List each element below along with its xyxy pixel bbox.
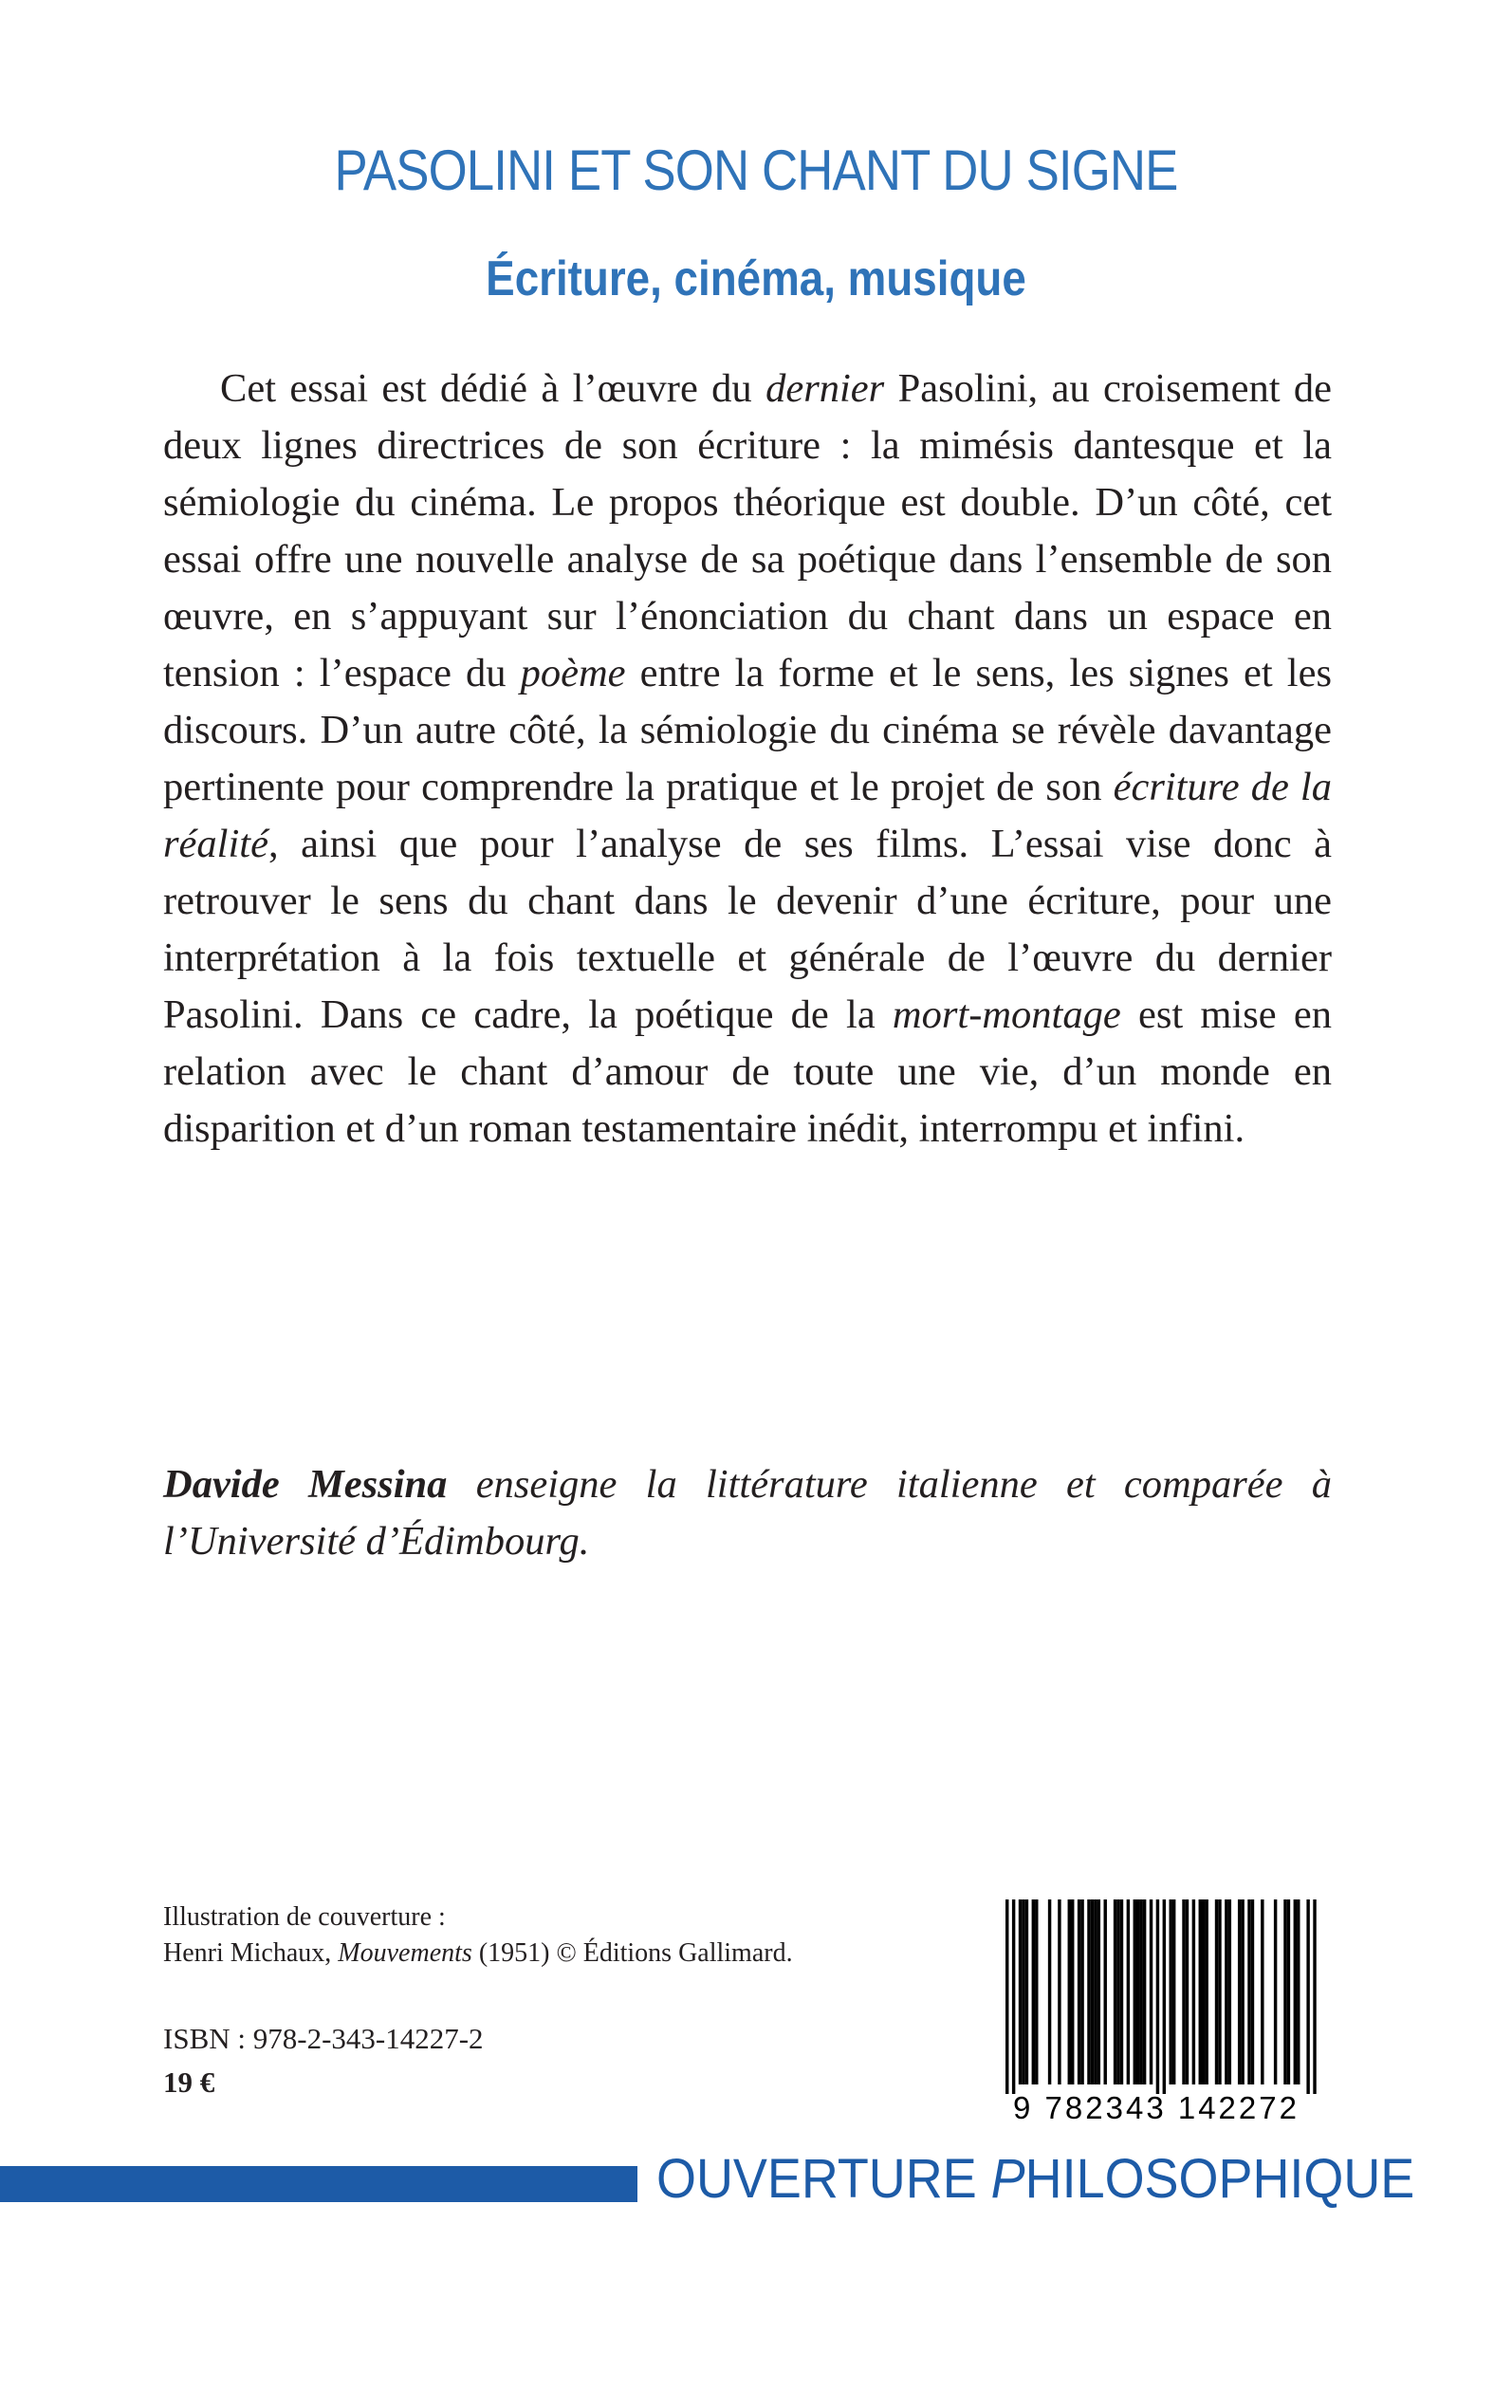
barcode-bar (1186, 1899, 1189, 2084)
barcode-bar (1251, 1899, 1254, 2084)
summary-emphasis-2: poème (520, 651, 626, 695)
barcode-bar (1297, 1899, 1300, 2084)
barcode-bar (1241, 1899, 1244, 2084)
summary-emphasis-4: mort-montage (892, 992, 1121, 1037)
barcode-bar (1150, 1899, 1152, 2084)
collection-name (656, 2148, 1415, 2210)
summary-text-1: Cet essai est dédié à l’œuvre du (220, 366, 766, 411)
collection-rule (0, 2166, 637, 2202)
collection-initial: P (990, 2148, 1025, 2210)
barcode-bar (1238, 1899, 1241, 2084)
barcode-bar (1228, 1899, 1231, 2084)
barcode-bar (1247, 1899, 1250, 2084)
barcode-bar (1012, 1899, 1015, 2094)
barcode-bar (1022, 1899, 1024, 2084)
barcode-bar (1182, 1899, 1185, 2084)
book-subtitle: Écriture, cinéma, musique (486, 251, 1026, 306)
barcode-bar (1306, 1899, 1309, 2094)
author-name: Davide Messina (163, 1462, 448, 1507)
barcode-digits: 9 782343 142272 (1013, 2090, 1300, 2125)
summary-paragraph (163, 361, 1332, 1158)
credit-label: Illustration de couverture : (163, 1902, 446, 1932)
barcode (979, 1899, 1334, 2125)
barcode-bar (1005, 1899, 1008, 2094)
barcode-bar (1116, 1899, 1119, 2084)
barcode-bar (1120, 1899, 1123, 2084)
barcode-bar (1078, 1899, 1080, 2084)
collection-part-2: HILOSOPHIQUE (1024, 2148, 1415, 2210)
barcode-bar (1068, 1899, 1071, 2084)
barcode-bar (1035, 1899, 1038, 2084)
summary-text-3: entre la forme et le sens, les signes et les discours. D’un autre côté, la sémiologie du cinéma se révèle davantage pertinente pour comprendre la pratique et le projet de son (163, 651, 1332, 809)
author-bio (163, 1456, 1332, 1570)
barcode-bar (1205, 1899, 1208, 2084)
barcode-bar (1274, 1899, 1277, 2084)
price: 19 € (163, 2065, 215, 2099)
barcode-bar (1087, 1899, 1090, 2084)
summary-emphasis-3: écriture de la réalité (163, 765, 1332, 866)
barcode-bar (1071, 1899, 1074, 2084)
barcode-bar (1094, 1899, 1097, 2084)
barcode-bar (1202, 1899, 1205, 2084)
credit-rest: (1951) © Éditions Gallimard. (471, 1938, 793, 1968)
barcode-bar (1218, 1899, 1221, 2084)
isbn: ISBN : 978-2-343-14227-2 (163, 2022, 484, 2055)
summary-emphasis-1: dernier (765, 366, 885, 411)
barcode-bar (1114, 1899, 1116, 2084)
barcode-bar (1032, 1899, 1035, 2084)
credit-work-title: Mouvements (338, 1938, 472, 1968)
author-description: enseigne la littérature italienne et comparée à l’Université d’Édimbourg. (163, 1462, 1332, 1564)
barcode-bar (1080, 1899, 1083, 2084)
barcode-bar (1287, 1899, 1290, 2084)
barcode-bar (1136, 1899, 1139, 2084)
cover-credit (163, 1899, 793, 1972)
collection-part-1: OUVERTURE (656, 2148, 991, 2210)
barcode-bar (1199, 1899, 1202, 2084)
barcode-bar (1097, 1899, 1100, 2084)
barcode-bar (1294, 1899, 1297, 2084)
barcode-bar (1192, 1899, 1195, 2084)
barcode-bar (1091, 1899, 1094, 2084)
credit-artist: Henri Michaux, (163, 1938, 339, 1968)
barcode-bar (1143, 1899, 1146, 2084)
barcode-bar (1019, 1899, 1022, 2084)
barcode-bar (1025, 1899, 1028, 2084)
barcode-bar (1134, 1899, 1136, 2084)
barcode-bar (1313, 1899, 1316, 2094)
barcode-bar (1127, 1899, 1130, 2084)
barcode-bar (1283, 1899, 1286, 2084)
barcode-bar (1172, 1899, 1175, 2084)
barcode-bar (1156, 1899, 1159, 2094)
barcode-bar (1215, 1899, 1218, 2084)
barcode-bar (1225, 1899, 1227, 2084)
barcode-bar (1163, 1899, 1166, 2094)
barcode-bar (1104, 1899, 1107, 2084)
barcode-bar (1139, 1899, 1142, 2084)
summary-text-5: est mise en relation avec le chant d’amour de toute une vie, d’un monde en disparition et d’un roman testamentaire inédit, interrompu et infini. (163, 992, 1333, 1151)
barcode-bar (1261, 1899, 1263, 2084)
summary-text-4: , ainsi que pour l’analyse de ses films. L’essai vise donc à retrouver le sens du chant dans le devenir d’une écriture, pour une interprétation à la fois textuelle et générale de l’œuvre du dernier Pasolini. Dans ce cadre, la poétique de la (163, 822, 1332, 1037)
barcode-bar (1170, 1899, 1172, 2084)
summary-text-2: Pasolini, au croisement de deux lignes directrices de son écriture : la mimésis dantesque et la sémiologie du cinéma. Le propos théorique est double. D’un côté, cet essai offre une nouvelle analyse de sa poétique dans l’ensemble de son œuvre, en s’appuyant sur l’énonciation du chant dans un espace en tension : l’espace du (163, 366, 1332, 695)
book-title: PASOLINI ET SON CHANT DU SIGNE (334, 139, 1178, 202)
barcode-bar (1058, 1899, 1060, 2084)
barcode-bar (1048, 1899, 1051, 2084)
